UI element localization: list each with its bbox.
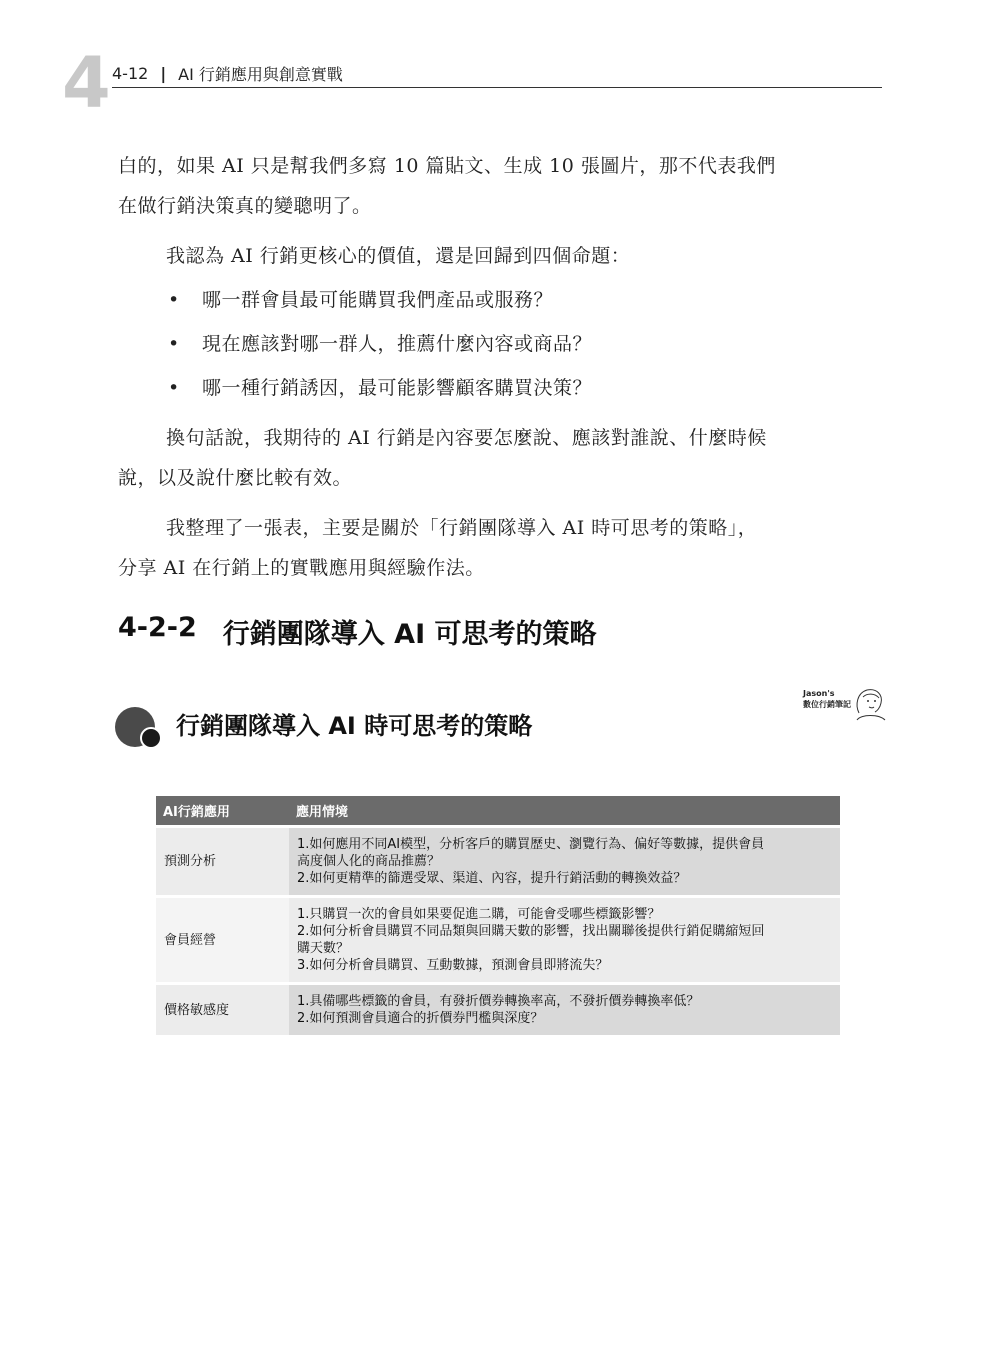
scenario-cell	[289, 897, 840, 984]
section-number: 4-2-2	[118, 612, 197, 643]
scenario-cell	[289, 984, 840, 1036]
running-head	[112, 62, 343, 85]
header-separator: |	[160, 64, 167, 83]
bullet-item	[168, 324, 592, 364]
column-header: 應用情境	[289, 796, 840, 827]
bullet-item	[168, 280, 553, 320]
author-sketch-icon	[853, 685, 887, 721]
scenario-line: 高度個人化的商品推薦？	[297, 854, 441, 869]
book-title: AI 行銷應用與創意實戰	[178, 65, 343, 84]
bullet-marker: •	[168, 289, 180, 311]
heading-circles-icon	[114, 706, 164, 750]
table-heading: 行銷團隊導入 AI 時可思考的策略	[176, 712, 533, 740]
jasons-notes-logo	[803, 685, 885, 721]
table-row	[156, 827, 840, 897]
paragraph-1-line-1: 白的，如果 AI 只是幫我們多寫 10 篇貼文、生成 10 張圖片，那不代表我們	[118, 155, 776, 177]
scenario-line: 1.如何應用不同AI模型，分析客戶的購買歷史、瀏覽行為、偏好等數據，提供會員	[297, 837, 765, 852]
scenario-line: 1.具備哪些標籤的會員，有發折價券轉換率高，不發折價券轉換率低？	[297, 994, 700, 1009]
strategy-table	[156, 796, 840, 1035]
table-row	[156, 897, 840, 984]
table-row	[156, 984, 840, 1036]
paragraph-2: 我認為 AI 行銷更核心的價值，還是回歸到四個命題：	[166, 245, 631, 267]
section-title: 行銷團隊導入 AI 可思考的策略	[222, 619, 597, 650]
logo-text	[803, 688, 851, 710]
logo-line-1: Jason's	[803, 689, 835, 698]
header-rule	[112, 87, 882, 88]
scenario-line: 2.如何預測會員適合的折價券門檻與深度？	[297, 1011, 544, 1026]
chapter-number: 4	[62, 42, 111, 124]
application-cell: 預測分析	[156, 827, 289, 897]
application-cell: 價格敏感度	[156, 984, 289, 1036]
bullet-text: 哪一群會員最可能購買我們產品或服務？	[202, 289, 554, 311]
section-heading	[118, 612, 597, 651]
bullet-text: 現在應該對哪一群人，推薦什麼內容或商品？	[202, 333, 593, 355]
scenario-line: 2.如何分析會員購買不同品類與回購天數的影響，找出關聯後提供行銷促購縮短回	[297, 924, 765, 939]
scenario-line: 3.如何分析會員購買、互動數據，預測會員即將流失？	[297, 958, 609, 973]
scenario-line: 2.如何更精準的篩選受眾、渠道、內容，提升行銷活動的轉換效益？	[297, 871, 687, 886]
scenario-line: 1.只購買一次的會員如果要促進二購，可能會受哪些標籤影響？	[297, 907, 661, 922]
page-number: 4-12	[112, 64, 149, 83]
paragraph-4-line-1: 我整理了一張表，主要是關於「行銷團隊導入 AI 時可思考的策略」，	[166, 517, 758, 539]
scenario-line: 購天數？	[297, 941, 350, 956]
table-header-row	[156, 796, 840, 827]
bullet-text: 哪一種行銷誘因，最可能影響顧客購買決策？	[202, 377, 593, 399]
paragraph-4-line-2: 分享 AI 在行銷上的實戰應用與經驗作法。	[118, 557, 485, 579]
application-cell: 會員經營	[156, 897, 289, 984]
bullet-marker: •	[168, 377, 180, 399]
paragraph-1-line-2: 在做行銷決策真的變聰明了。	[118, 195, 372, 217]
scenario-cell	[289, 827, 840, 897]
paragraph-3-line-1: 換句話說，我期待的 AI 行銷是內容要怎麼說、應該對誰說、什麼時候	[166, 427, 767, 449]
logo-line-2: 數位行銷筆記	[803, 700, 851, 709]
column-header: AI行銷應用	[156, 796, 289, 827]
paragraph-3-line-2: 說，以及說什麼比較有效。	[118, 467, 353, 489]
bullet-marker: •	[168, 333, 180, 355]
bullet-item	[168, 368, 592, 408]
